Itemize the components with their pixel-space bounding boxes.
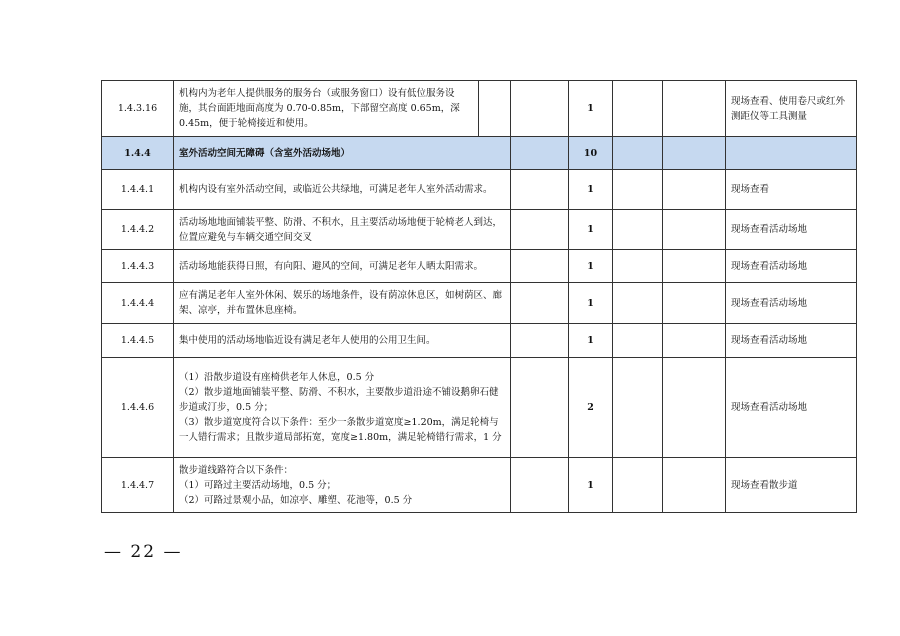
section-title: 室外活动空间无障碍（含室外活动场地） (174, 137, 511, 170)
table-row (102, 250, 857, 283)
empty-cell (613, 358, 663, 458)
empty-cell (613, 458, 663, 513)
item-code: 1.4.4.6 (102, 358, 174, 458)
item-description: （1）沿散步道设有座椅供老年人休息，0.5 分 （2）散步道地面铺装平整、防滑、不积水，主要散步道沿途不铺设鹅卵石健步道或汀步，0.5 分； （3）散步道宽度符合以下条件：至少一条散步道宽度≥1.20m，满足轮椅与一人错行需求；且散步道局部拓宽，宽度≥1.80m，满足轮椅错行需求，1 分 (174, 358, 511, 458)
page-number: — 22 — (104, 542, 183, 562)
empty-cell (479, 81, 511, 137)
empty-cell (511, 137, 569, 170)
empty-cell (511, 81, 569, 137)
empty-cell (663, 210, 726, 250)
item-description: 散步道线路符合以下条件： （1）可路过主要活动场地，0.5 分； （2）可路过景观小品，如凉亭、雕塑、花池等，0.5 分 (174, 458, 511, 513)
empty-cell (613, 210, 663, 250)
item-code: 1.4.4.1 (102, 170, 174, 210)
table-row (102, 458, 857, 513)
item-code: 1.4.4.5 (102, 324, 174, 358)
empty-cell (613, 283, 663, 324)
empty-cell (511, 170, 569, 210)
empty-cell (511, 210, 569, 250)
item-code: 1.4.4.3 (102, 250, 174, 283)
item-score: 1 (569, 324, 613, 358)
section-total: 10 (569, 137, 613, 170)
standards-table (101, 80, 857, 513)
empty-cell (613, 250, 663, 283)
table-row (102, 81, 857, 137)
item-method: 现场查看 (726, 170, 857, 210)
item-score: 1 (569, 210, 613, 250)
item-method: 现场查看活动场地 (726, 324, 857, 358)
item-score: 1 (569, 458, 613, 513)
empty-cell (663, 170, 726, 210)
empty-cell (663, 250, 726, 283)
section-code: 1.4.4 (102, 137, 174, 170)
section-row (102, 137, 857, 170)
empty-cell (511, 458, 569, 513)
empty-cell (663, 358, 726, 458)
empty-cell (613, 81, 663, 137)
item-method: 现场查看活动场地 (726, 358, 857, 458)
item-description: 集中使用的活动场地临近设有满足老年人使用的公用卫生间。 (174, 324, 511, 358)
empty-cell (663, 458, 726, 513)
item-description: 活动场地地面铺装平整、防滑、不积水，且主要活动场地便于轮椅老人到达，位置应避免与车辆交通空间交叉 (174, 210, 511, 250)
table-row (102, 283, 857, 324)
item-code: 1.4.4.7 (102, 458, 174, 513)
empty-cell (613, 324, 663, 358)
item-code: 1.4.4.4 (102, 283, 174, 324)
table-row (102, 358, 857, 458)
item-method: 现场查看活动场地 (726, 283, 857, 324)
empty-cell (726, 137, 857, 170)
empty-cell (511, 283, 569, 324)
empty-cell (663, 283, 726, 324)
item-score: 1 (569, 170, 613, 210)
item-description: 活动场地能获得日照，有向阳、避风的空间，可满足老年人晒太阳需求。 (174, 250, 511, 283)
empty-cell (511, 358, 569, 458)
item-method: 现场查看活动场地 (726, 250, 857, 283)
table-row (102, 324, 857, 358)
item-code: 1.4.4.2 (102, 210, 174, 250)
empty-cell (511, 324, 569, 358)
empty-cell (663, 137, 726, 170)
item-code: 1.4.3.16 (102, 81, 174, 137)
empty-cell (511, 250, 569, 283)
item-score: 1 (569, 250, 613, 283)
item-score: 1 (569, 283, 613, 324)
table-row (102, 170, 857, 210)
item-description: 机构内设有室外活动空间，或临近公共绿地，可满足老年人室外活动需求。 (174, 170, 511, 210)
item-method: 现场查看活动场地 (726, 210, 857, 250)
empty-cell (663, 81, 726, 137)
item-score: 2 (569, 358, 613, 458)
item-score: 1 (569, 81, 613, 137)
item-method: 现场查看散步道 (726, 458, 857, 513)
empty-cell (663, 324, 726, 358)
table-row (102, 210, 857, 250)
empty-cell (613, 170, 663, 210)
empty-cell (613, 137, 663, 170)
item-description: 应有满足老年人室外休闲、娱乐的场地条件，设有荫凉休息区，如树荫区、廊架、凉亭，并布置休息座椅。 (174, 283, 511, 324)
item-method: 现场查看、使用卷尺或红外测距仪等工具测量 (726, 81, 857, 137)
item-description: 机构内为老年人提供服务的服务台（或服务窗口）设有低位服务设施，其台面距地面高度为 0.70-0.85m，下部留空高度 0.65m，深 0.45m，便于轮椅接近和使用。 (174, 81, 479, 137)
